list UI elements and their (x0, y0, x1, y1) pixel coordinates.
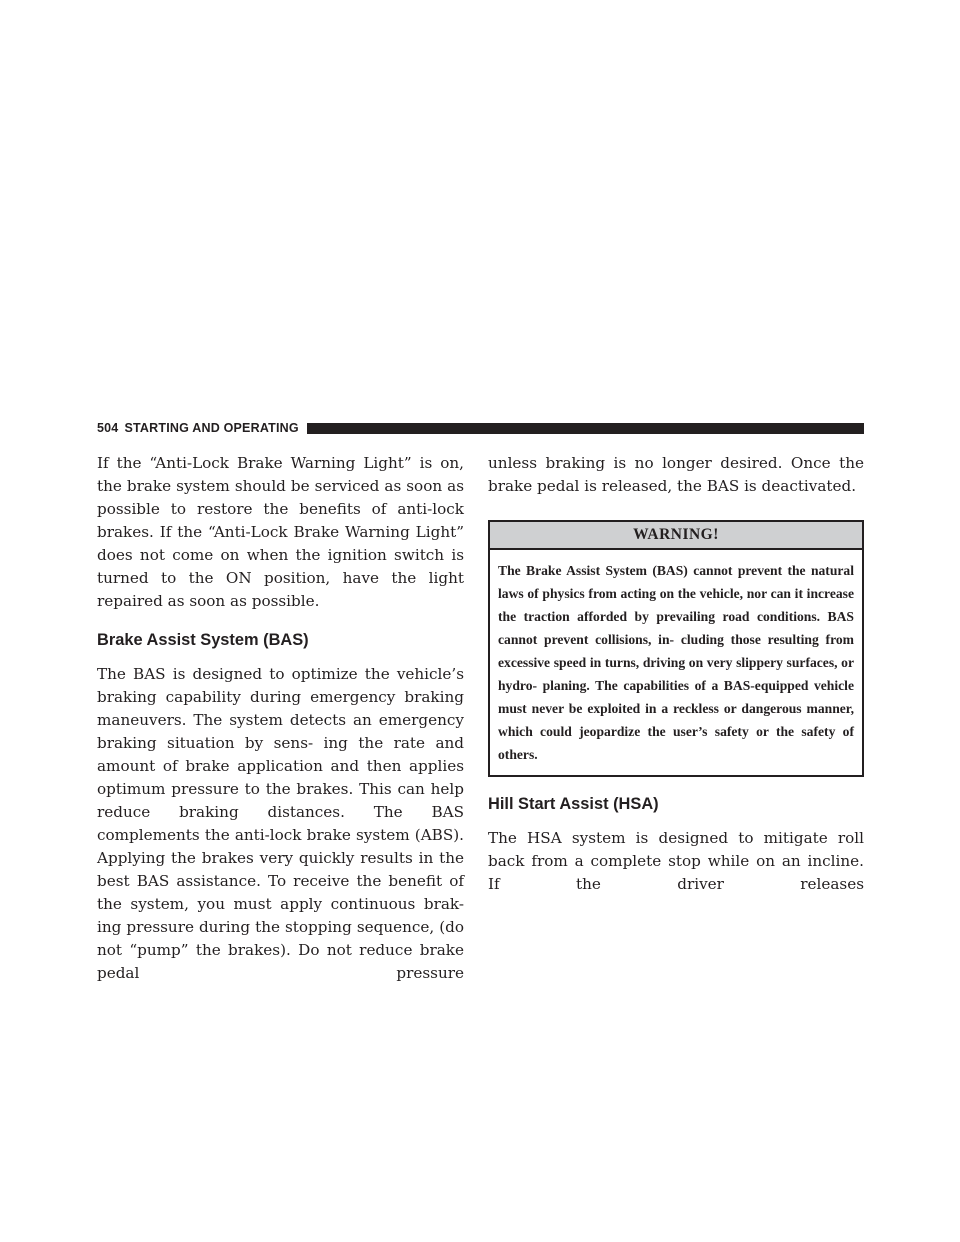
right-column (488, 452, 864, 896)
bas-description-paragraph: The BAS is designed to optimize the vehicle’s braking capability during emergency braking maneuvers. The system detects an emergency braking situation by sens- ing the rate and amount of brake application and then applies optimum pressure to the brakes. This can help reduce braking distances. The BAS complements the anti-lock brake system (ABS). Applying the brakes very quickly results in the best BAS assistance. To receive the benefit of the system, you must apply continuous brak- ing pressure during the stopping sequence, (do not “pump” the brakes). Do not reduce brake pedal pressure (97, 665, 464, 982)
warning-title: WARNING! (490, 522, 862, 550)
abs-warning-light-paragraph: If the “Anti-Lock Brake Warning Light” is on, the brake system should be serviced as soon as possible to restore the benefits of anti-lock brakes. If the “Anti-Lock Brake Warning Light” does not come on when the ignition switch is turned to the ON position, have the light repaired as soon as possible. (97, 454, 464, 610)
bas-continued-paragraph: unless braking is no longer desired. Once the brake pedal is released, the BAS is deactivated. (488, 454, 864, 495)
warning-body: The Brake Assist System (BAS) cannot prevent the natural laws of physics from acting on the vehicle, nor can it increase the traction afforded by prevailing road conditions. BAS cannot prevent collisions, in- cluding those resulting from excessive speed in turns, driving on very slippery surfaces, or hydro- planing. The capabilities of a BAS-equipped vehicle must never be exploited in a reckless or dangerous manner, which could jeopardize the user’s safety or the safety of others. (498, 563, 854, 762)
section-title: STARTING AND OPERATING (124, 421, 299, 435)
left-column (97, 452, 464, 985)
page-number: 504 (97, 421, 119, 435)
bas-heading: Brake Assist System (BAS) (97, 631, 309, 649)
warning-box (488, 520, 864, 777)
hsa-heading: Hill Start Assist (HSA) (488, 795, 659, 813)
header-rule (307, 423, 864, 434)
page-header (97, 419, 864, 437)
hsa-description-paragraph: The HSA system is designed to mitigate roll back from a complete stop while on an incline. If the driver releases (488, 829, 864, 893)
